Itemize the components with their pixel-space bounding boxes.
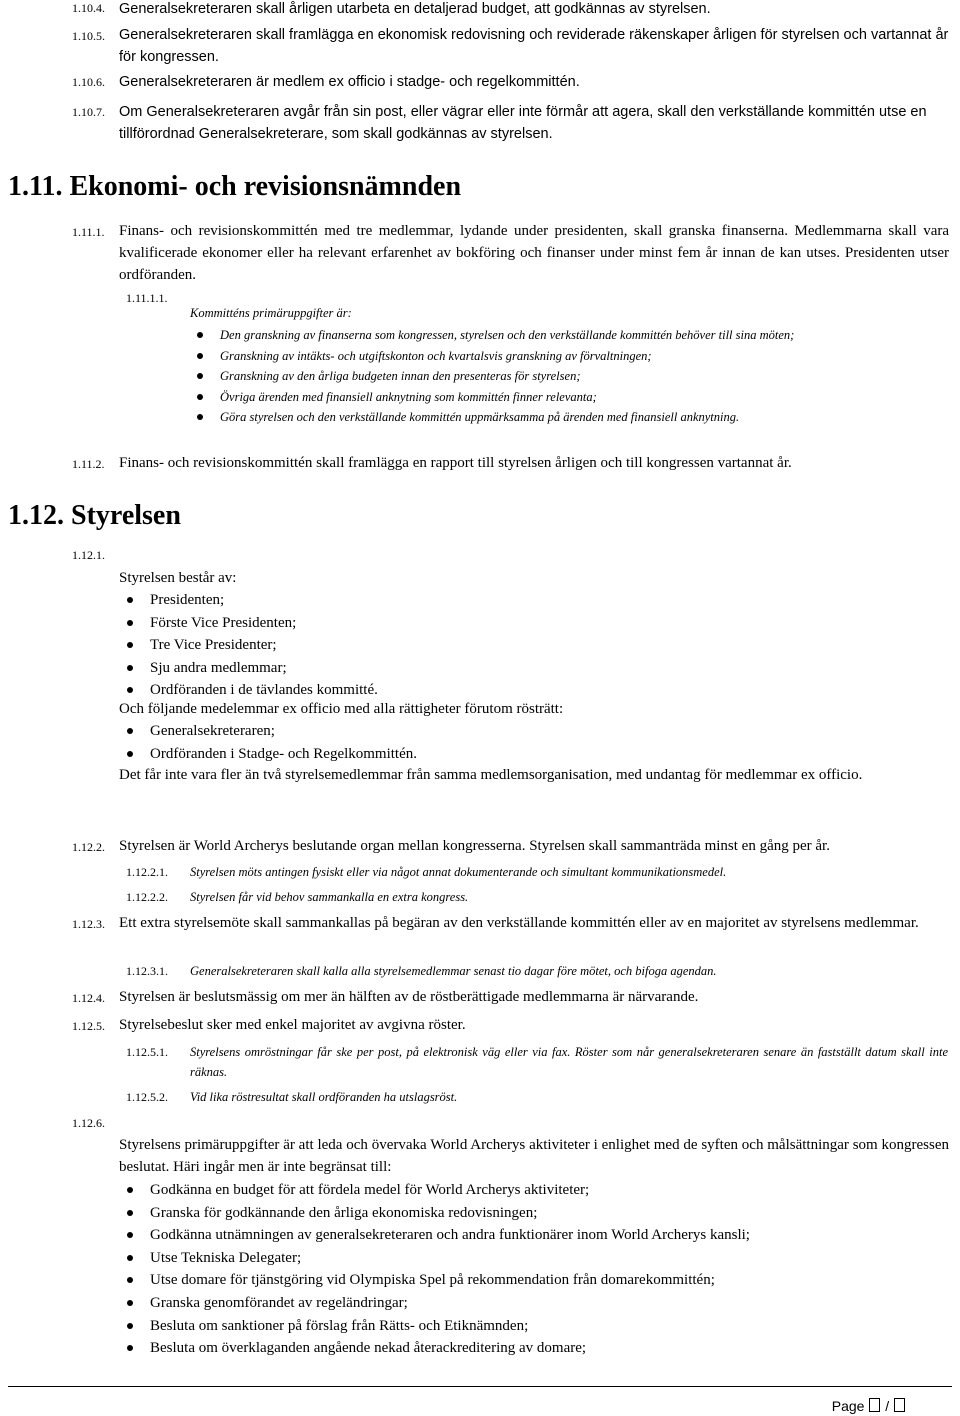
clause-number: 1.10.6. <box>72 75 105 89</box>
list-item: Granskning av intäkts- och utgiftskonton och kvartalsvis granskning av förvaltningen; <box>189 346 949 367</box>
section-heading: 1.11. Ekonomi- och revisionsnämnden <box>8 171 462 202</box>
page-separator: / <box>885 1398 890 1414</box>
clause-number: 1.12.2.2. <box>126 890 168 904</box>
list-item: Generalsekreteraren; <box>119 720 949 743</box>
clause-number: 1.11.1. <box>72 225 105 239</box>
list-item: Den granskning av finanserna som kongressen, styrelsen och den verkställande kommittén behöver till sina möten; <box>189 325 949 346</box>
clause-text: Och följande medelemmar ex officio med alla rättigheter förutom rösträtt: <box>119 701 564 717</box>
clause-text: Det får inte vara fler än två styrelsemedlemmar från samma medlemsorganisation, med undantag för medlemmar ex officio. <box>119 767 863 783</box>
clause-text: Generalsekreteraren är medlem ex officio i stadge- och regelkommittén. <box>119 74 580 90</box>
clause-number: 1.12.3. <box>72 917 105 931</box>
clause-text: Kommitténs primäruppgifter är: <box>190 306 352 320</box>
list-item: Utse domare för tjänstgöring vid Olympiska Spel på rekommendation från domarekommittén; <box>119 1269 955 1292</box>
clause-number: 1.12.5.2. <box>126 1090 168 1104</box>
clause-text: Generalsekreteraren skall framlägga en ekonomisk redovisning och reviderade räkenskaper årligen för styrelsen och vartannat år för kongressen. <box>119 27 949 65</box>
page-footer <box>832 1398 906 1414</box>
list-item: Besluta om sanktioner på förslag från Rätts- och Etiknämnden; <box>119 1315 955 1338</box>
section-heading: 1.12. Styrelsen <box>8 500 181 531</box>
clause-text: Generalsekreteraren skall årligen utarbeta en detaljerad budget, att godkännas av styrelsen. <box>119 1 711 17</box>
clause-text: Finans- och revisionskommittén med tre medlemmar, lydande under presidenten, skall granska finanserna. Medlemmarna skall vara kvalificerade ekonomer eller ha relevant erfarenhet av bokföring och finanser under minst fem år innan de kan utses. Presidenten utser ordföranden. <box>119 223 949 283</box>
clause-text: Styrelsen är World Archerys beslutande organ mellan kongresserna. Styrelsen skall sammanträda minst en gång per år. <box>119 838 830 854</box>
board-members-list <box>119 589 949 702</box>
exofficio-list <box>119 720 949 765</box>
list-item: Sju andra medlemmar; <box>119 657 949 680</box>
clause-text: Styrelsens omröstningar får ske per post, på elektronisk väg eller via fax. Röster som når generalsekreteraren senare än fastställt datum skall inte räknas. <box>190 1045 948 1079</box>
clause-number: 1.12.2. <box>72 840 105 854</box>
page-total-glyph <box>894 1398 905 1412</box>
clause-number: 1.10.5. <box>72 29 105 43</box>
clause-number: 1.12.3.1. <box>126 964 168 978</box>
clause-number: 1.12.5. <box>72 1019 105 1033</box>
committee-task-list <box>189 325 949 428</box>
clause-number: 1.12.5.1. <box>126 1045 168 1059</box>
clause-number: 1.12.1. <box>72 548 105 562</box>
clause-text: Styrelsen möts antingen fysiskt eller via något annat dokumenterande och simultant kommunikationsmedel. <box>190 865 727 879</box>
clause-text: Styrelsen är beslutsmässig om mer än hälften av de röstberättigade medlemmarna är närvarande. <box>119 989 699 1005</box>
clause-text: Generalsekreteraren skall kalla alla styrelsemedlemmar senast tio dagar före mötet, och bifoga agendan. <box>190 964 717 978</box>
list-item: Tre Vice Presidenter; <box>119 634 949 657</box>
clause-text: Finans- och revisionskommittén skall framlägga en rapport till styrelsen årligen och till kongressen vartannat år. <box>119 455 792 471</box>
list-item: Granska genomförandet av regeländringar; <box>119 1292 955 1315</box>
page-label: Page <box>831 1398 865 1414</box>
clause-number: 1.10.7. <box>72 105 105 119</box>
clause-text: Styrelsebeslut sker med enkel majoritet av avgivna röster. <box>119 1017 466 1033</box>
clause-number: 1.11.1.1. <box>126 291 168 305</box>
footer-rule <box>8 1386 952 1387</box>
clause-number: 1.12.6. <box>72 1116 105 1130</box>
list-item: Granska för godkännande den årliga ekonomiska redovisningen; <box>119 1202 955 1225</box>
clause-text: Styrelsen består av: <box>119 570 237 586</box>
list-item: Presidenten; <box>119 589 949 612</box>
list-item: Godkänna utnämningen av generalsekreteraren och andra funktionärer inom World Archerys kansli; <box>119 1224 955 1247</box>
clause-number: 1.12.2.1. <box>126 865 168 879</box>
list-item: Godkänna en budget för att fördela medel för World Archerys aktiviteter; <box>119 1179 955 1202</box>
clause-number: 1.10.4. <box>72 1 105 15</box>
page-number-glyph <box>869 1398 880 1412</box>
list-item: Utse Tekniska Delegater; <box>119 1247 955 1270</box>
list-item: Ordföranden i de tävlandes kommitté. <box>119 679 949 702</box>
clause-number: 1.12.4. <box>72 991 105 1005</box>
clause-text: Styrelsens primäruppgifter är att leda och övervaka World Archerys aktiviteter i enlighet med de syften och målsättningar som kongressen beslutat. Häri ingår men är inte begränsat till: <box>119 1137 949 1175</box>
list-item: Besluta om överklaganden angående nekad återackreditering av domare; <box>119 1337 955 1360</box>
list-item: Granskning av den årliga budgeten innan den presenteras för styrelsen; <box>189 366 949 387</box>
board-tasks-list <box>119 1179 955 1360</box>
clause-text: Om Generalsekreteraren avgår från sin post, eller vägrar eller inte förmår att agera, skall den verkställande kommittén utse en tillförordnad Generalsekreterare, som skall godkännas av styrelsen. <box>119 104 927 142</box>
list-item: Övriga ärenden med finansiell anknytning som kommittén finner relevanta; <box>189 387 949 408</box>
clause-text: Vid lika röstresultat skall ordföranden ha utslagsröst. <box>190 1090 458 1104</box>
list-item: Förste Vice Presidenten; <box>119 612 949 635</box>
list-item: Ordföranden i Stadge- och Regelkommittén. <box>119 743 949 766</box>
clause-number: 1.11.2. <box>72 457 105 471</box>
clause-text: Styrelsen får vid behov sammankalla en extra kongress. <box>190 890 469 904</box>
list-item: Göra styrelsen och den verkställande kommittén uppmärksamma på ärenden med finansiell anknytning. <box>189 407 949 428</box>
clause-text: Ett extra styrelsemöte skall sammankallas på begäran av den verkställande kommittén eller av en majoritet av styrelsens medlemmar. <box>119 915 919 931</box>
